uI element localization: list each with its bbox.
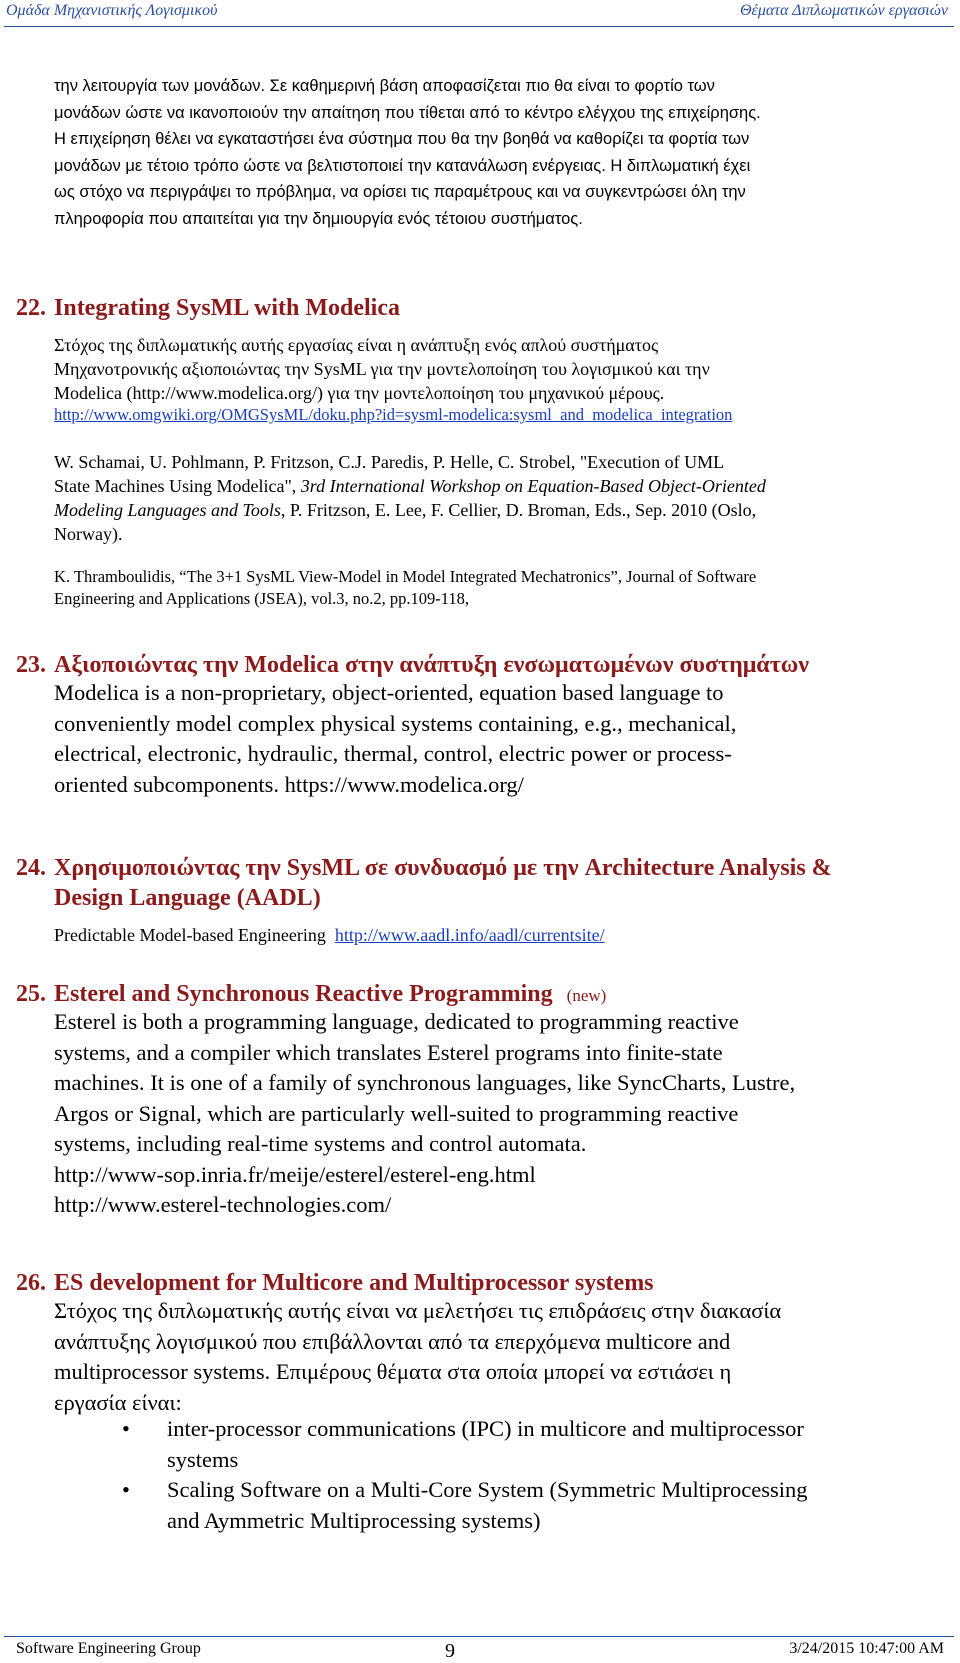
section-number: 26. bbox=[16, 1270, 46, 1296]
body-line: ανάπτυξης λογισμικού που επιβάλλονται από τα επερχόμενα multicore and bbox=[54, 1328, 731, 1354]
footer-date: 3/24/2015 10:47:00 AM bbox=[789, 1640, 944, 1657]
list-item-line: systems bbox=[167, 1446, 239, 1472]
body-line: εργασία είναι: bbox=[54, 1389, 182, 1415]
section-title: Χρησιμοποιώντας την SysML σε συνδυασμό με την Architecture Analysis & bbox=[54, 855, 832, 881]
ref-italic: Modeling Languages and Tools bbox=[54, 500, 281, 520]
body-line: Στόχος της διπλωματικής αυτής είναι να μελετήσει τις επιδράσεις στην διακασία bbox=[54, 1298, 782, 1323]
intro-line: Η επιχείρηση θέλει να εγκαταστήσει ένα σύστημα που θα την βοηθά να καθορίζει τα φορτία των bbox=[54, 130, 750, 148]
ref-italic: 3rd International Workshop on Equation-Based Object-Oriented bbox=[300, 476, 766, 496]
page-number: 9 bbox=[445, 1640, 455, 1662]
body-line: systems, and a compiler which translates Esterel programs into finite-state bbox=[54, 1039, 723, 1065]
intro-line: πληροφορία που απαιτείται για την δημιουργία ενός τέτοιου συστήματος. bbox=[54, 209, 583, 228]
body-line: oriented subcomponents. https://www.modelica.org/ bbox=[54, 771, 524, 797]
section-number: 23. bbox=[16, 652, 46, 678]
bullet-icon: • bbox=[122, 1416, 130, 1441]
section-title: ES development for Multicore and Multiprocessor systems bbox=[54, 1270, 654, 1296]
ref-line bbox=[54, 474, 944, 498]
section-26-heading bbox=[16, 1268, 654, 1298]
intro-line: μονάδων ώστε να ικανοποιούν την απαίτηση που τίθεται από το κέντρο ελέγχου της επιχείρησης. bbox=[54, 103, 761, 122]
body-line: http://www-sop.inria.fr/meije/esterel/esterel-eng.html bbox=[54, 1161, 536, 1187]
body-line: Μηχανοτρονικής αξιοποιώντας την SysML για την μοντελοποίηση του λογισμικού και την bbox=[54, 359, 710, 379]
section-title-line-1 bbox=[16, 853, 832, 883]
section-title-line-2: Design Language (AADL) bbox=[54, 885, 321, 911]
new-tag: (new) bbox=[566, 986, 607, 1005]
ref-text: , P. Fritzson, E. Lee, F. Cellier, D. Broman, Eds., Sep. 2010 (Oslo, bbox=[280, 500, 757, 520]
aadl-link[interactable]: http://www.aadl.info/aadl/currentsite/ bbox=[334, 925, 605, 945]
body-line: Esterel is both a programming language, dedicated to programming reactive bbox=[54, 1009, 739, 1034]
list-item bbox=[122, 1414, 947, 1475]
header-rule bbox=[4, 26, 954, 27]
section-title: Esterel and Synchronous Reactive Programming bbox=[54, 981, 553, 1007]
body-line: conveniently model complex physical systems containing, e.g., mechanical, bbox=[54, 710, 737, 736]
intro-line: ως στόχο να περιγράψει το πρόβλημα, να ορίσει τις παραμέτρους και να συγκεντρώσει όλη την bbox=[54, 183, 746, 201]
body-line: http://www.esterel-technologies.com/ bbox=[54, 1192, 392, 1217]
list-item-line: inter-processor communications (IPC) in multicore and multiprocessor bbox=[167, 1416, 804, 1441]
footer-rule bbox=[4, 1636, 954, 1637]
ref-text: State Machines Using Modelica", bbox=[54, 476, 301, 496]
bullet-icon: • bbox=[122, 1477, 130, 1502]
body-line: Argos or Signal, which are particularly well-suited to programming reactive bbox=[54, 1100, 739, 1126]
section-25-body bbox=[54, 1007, 944, 1221]
section-number: 25. bbox=[16, 981, 46, 1007]
section-23-heading bbox=[16, 650, 809, 680]
ref-line: Norway). bbox=[54, 524, 123, 544]
header-right: Θέματα Διπλωματικών εργασιών bbox=[739, 2, 948, 19]
section-26-bullets bbox=[122, 1414, 947, 1536]
list-item-line: and Aymmetric Multiprocessing systems) bbox=[167, 1507, 541, 1533]
section-title: Αξιοποιώντας την Modelica στην ανάπτυξη ενσωματωμένων συστημάτων bbox=[54, 652, 810, 678]
section-22-body bbox=[54, 333, 944, 405]
footer-left: Software Engineering Group bbox=[16, 1640, 201, 1657]
body-line: multiprocessor systems. Επιμέρους θέματα στα οποία μπορεί να εστιάσει η bbox=[54, 1359, 732, 1384]
section-number: 22. bbox=[16, 295, 46, 321]
ref-line bbox=[54, 498, 944, 522]
reference-thramboulidis bbox=[54, 566, 944, 610]
sysml-modelica-link[interactable]: http://www.omgwiki.org/OMGSysML/doku.php?id=sysml-modelica:sysml_and_modelica_integration bbox=[54, 405, 733, 424]
body-line: Στόχος της διπλωματικής αυτής εργασίας είναι η ανάπτυξη ενός απλού συστήματος bbox=[54, 335, 659, 355]
section-24-body bbox=[54, 923, 605, 947]
intro-line: μονάδων με τέτοιο τρόπο ώστε να βελτιστοποιεί την κατανάλωση ενέργειας. Η διπλωματική έχει bbox=[54, 156, 751, 175]
body-line: electrical, electronic, hydraulic, thermal, control, electric power or process- bbox=[54, 741, 732, 766]
body-line: Modelica is a non-proprietary, object-oriented, equation based language to bbox=[54, 680, 724, 705]
ref-line: K. Thramboulidis, “The 3+1 SysML View-Model in Model Integrated Mechatronics”, Journal of Software bbox=[54, 567, 757, 586]
body-text: Predictable Model-based Engineering bbox=[54, 925, 335, 945]
list-item-line: Scaling Software on a Multi-Core System (Symmetric Multiprocessing bbox=[167, 1477, 808, 1502]
section-number: 24. bbox=[16, 855, 46, 881]
body-line: systems, including real-time systems and control automata. bbox=[54, 1131, 587, 1156]
header-left: Ομάδα Μηχανιστικής Λογισμικού bbox=[6, 2, 218, 19]
section-23-body bbox=[54, 678, 944, 800]
body-line: Modelica (http://www.modelica.org/) για την μοντελοποίηση του μηχανικού μέρους. bbox=[54, 383, 665, 403]
reference-schamai bbox=[54, 450, 944, 546]
section-title: Integrating SysML with Modelica bbox=[54, 295, 400, 321]
section-26-body bbox=[54, 1296, 944, 1418]
section-24-heading bbox=[16, 853, 832, 913]
list-item bbox=[122, 1475, 947, 1536]
ref-line: W. Schamai, U. Pohlmann, P. Fritzson, C.J. Paredis, P. Helle, C. Strobel, "Execution of UML bbox=[54, 452, 725, 472]
section-22-heading bbox=[16, 293, 400, 323]
body-line: machines. It is one of a family of synchronous languages, like SyncCharts, Lustre, bbox=[54, 1070, 796, 1095]
intro-line: την λειτουργία των μονάδων. Σε καθημερινή βάση αποφασίζεται πιο θα είναι το φορτίο των bbox=[54, 77, 715, 95]
ref-line: Engineering and Applications (JSEA), vol.3, no.2, pp.109-118, bbox=[54, 589, 470, 608]
intro-paragraph bbox=[54, 73, 944, 232]
